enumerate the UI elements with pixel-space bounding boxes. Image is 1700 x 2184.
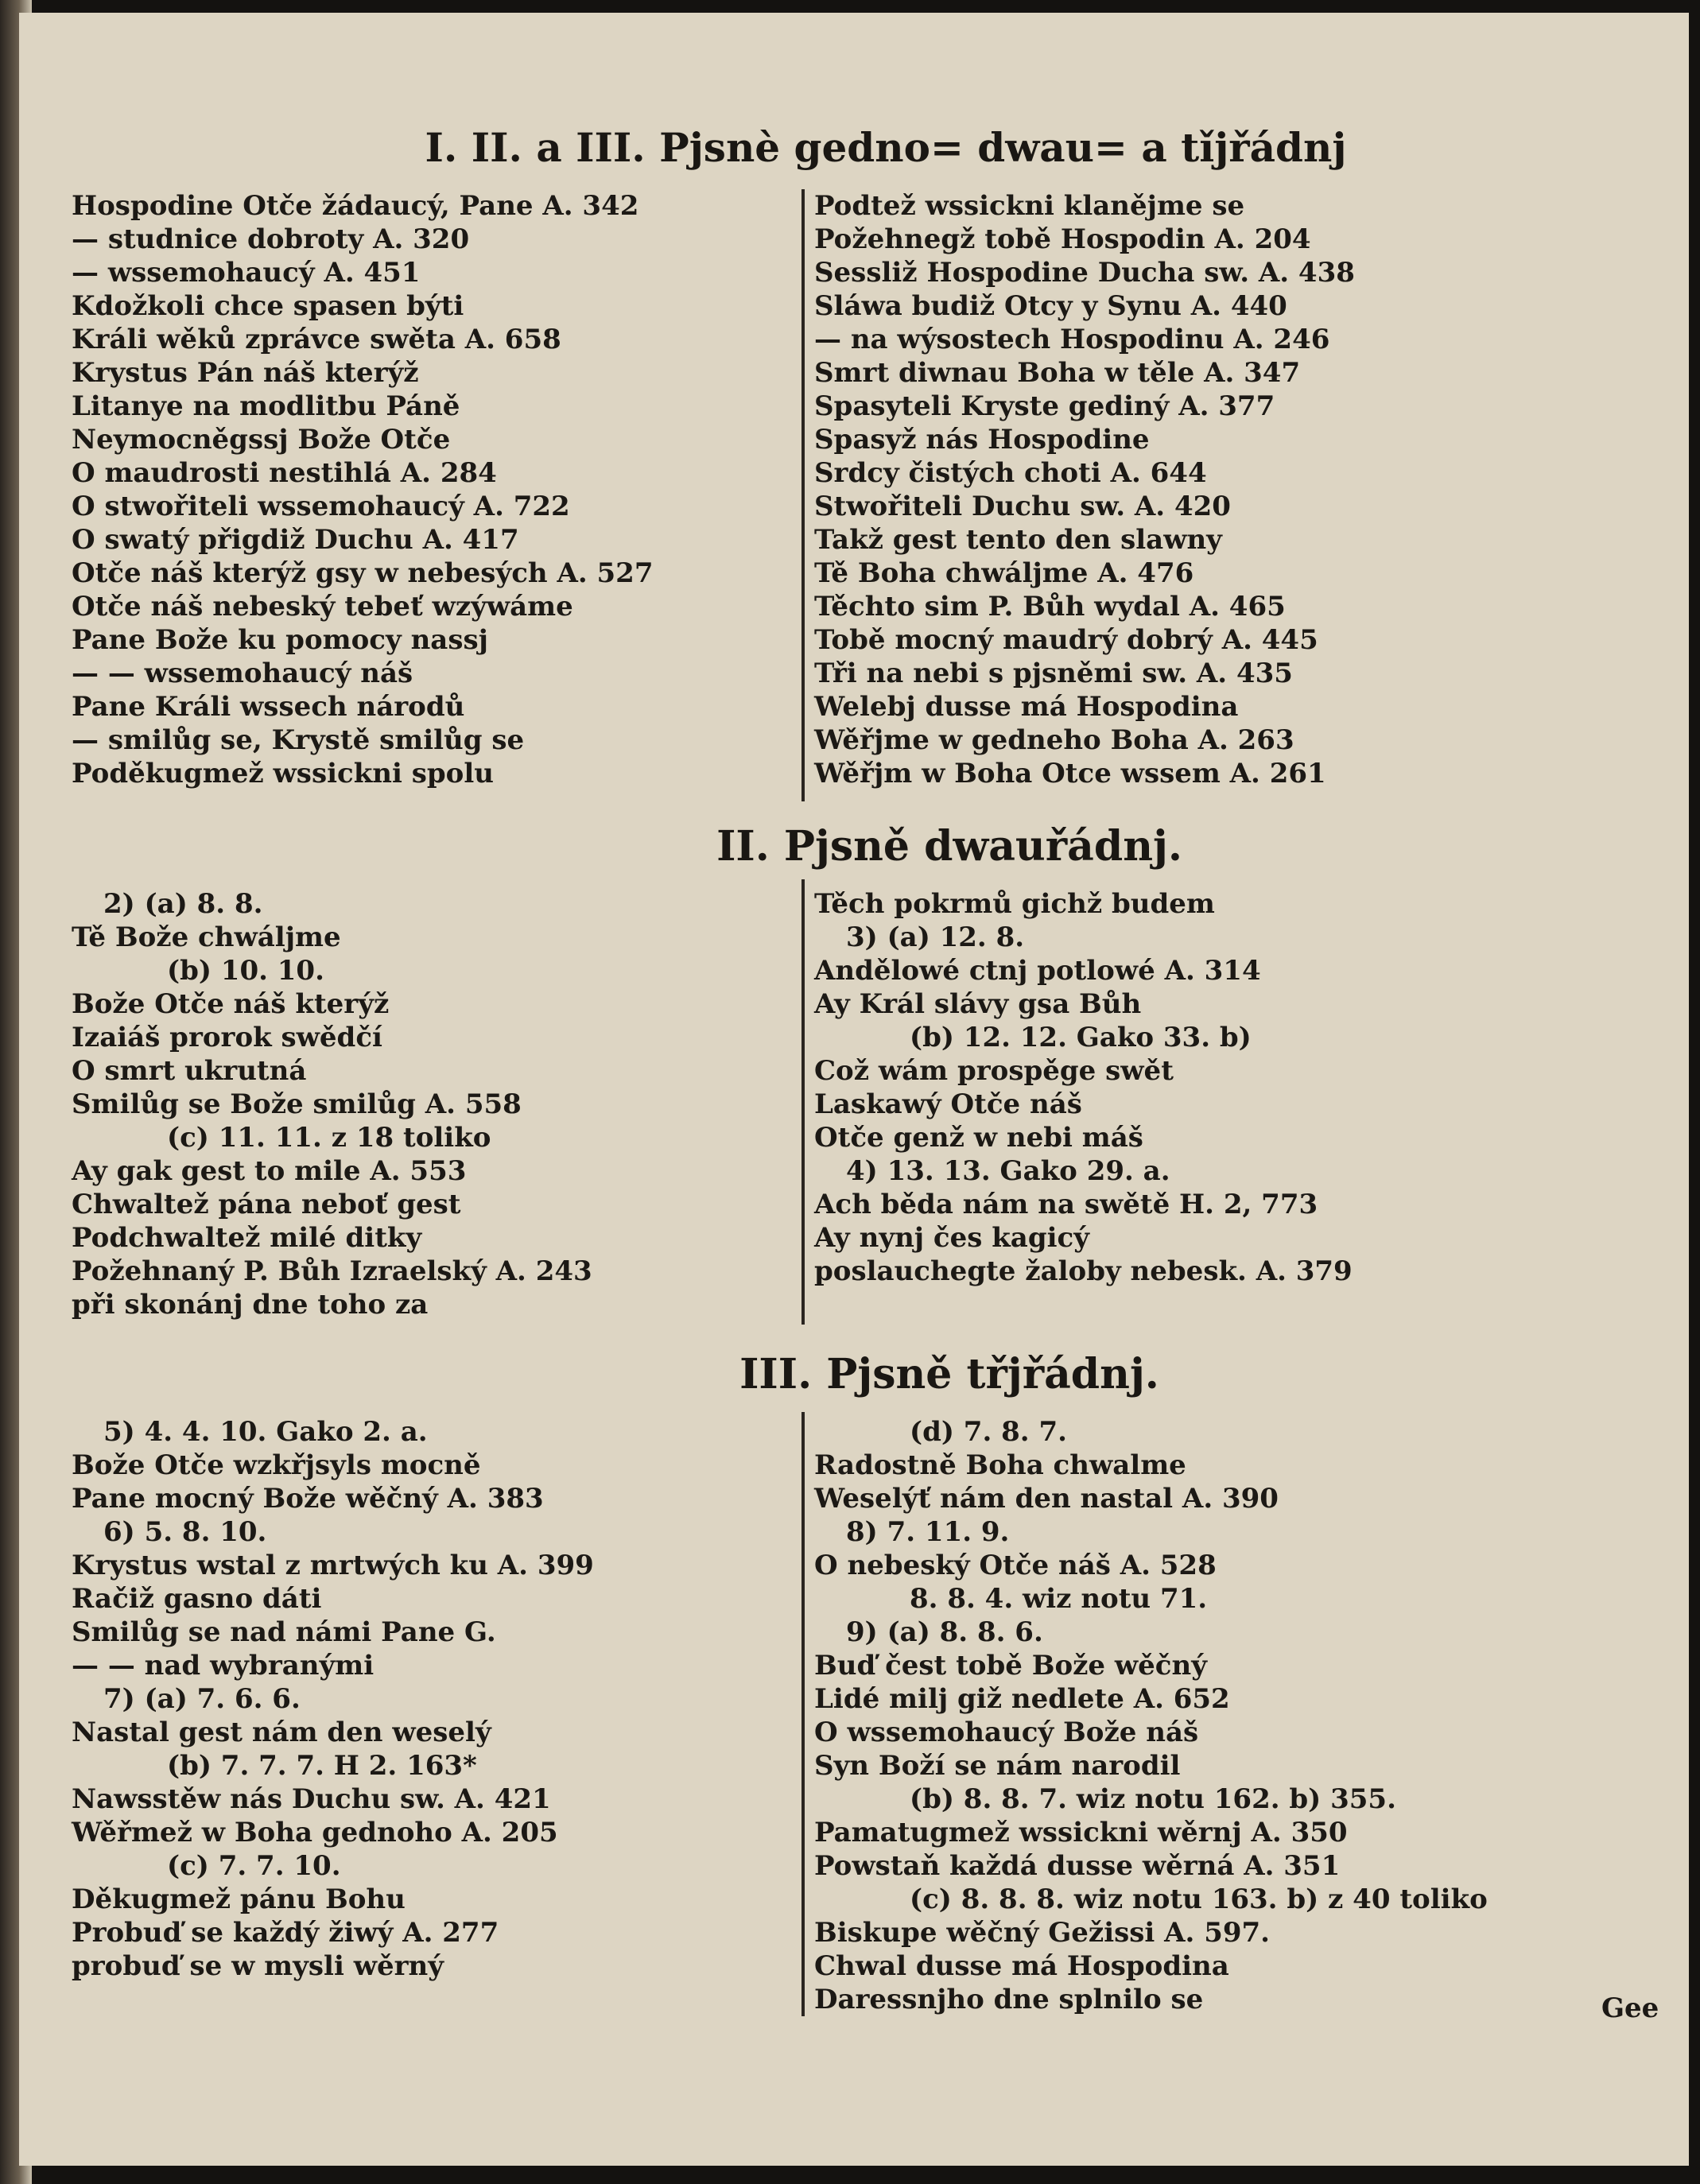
index-entry: Pane Králi wssech národů bbox=[72, 691, 465, 723]
index-entry: Laskawý Otče náš bbox=[814, 1088, 1082, 1120]
section1-right-column bbox=[814, 189, 1355, 790]
index-entry: 8. 8. 4. wiz notu 71. bbox=[910, 1583, 1208, 1615]
index-entry: O maudrosti nestihlá A. 284 bbox=[72, 457, 497, 489]
index-entry: poslauchegte žaloby nebesk. A. 379 bbox=[814, 1255, 1353, 1287]
index-entry: Probuď se každý žiwý A. 277 bbox=[72, 1917, 499, 1949]
index-entry: Weselýť nám den nastal A. 390 bbox=[814, 1483, 1279, 1515]
index-entry: Ay Král slávy gsa Bůh bbox=[814, 988, 1142, 1020]
index-entry: Pane Bože ku pomocy nassj bbox=[72, 624, 488, 656]
index-entry: Sessliž Hospodine Ducha sw. A. 438 bbox=[814, 257, 1355, 289]
index-entry: (b) 12. 12. Gako 33. b) bbox=[910, 1022, 1252, 1053]
section3-right-column bbox=[814, 1415, 1488, 2016]
index-entry: Děkugmež pánu Bohu bbox=[72, 1883, 406, 1915]
catchword: Gee bbox=[1601, 1992, 1659, 2024]
index-entry: O wssemohaucý Bože náš bbox=[814, 1717, 1199, 1748]
index-entry: Ay nynj čes kagicý bbox=[814, 1222, 1089, 1254]
index-entry: 6) 5. 8. 10. bbox=[103, 1516, 267, 1548]
index-entry: Buď čest tobě Bože wěčný bbox=[814, 1650, 1207, 1682]
column-rule bbox=[801, 1412, 805, 2016]
index-entry: O nebeský Otče náš A. 528 bbox=[814, 1550, 1217, 1581]
index-entry: Powstaň každá dusse wěrná A. 351 bbox=[814, 1850, 1341, 1882]
index-entry: Wěřjme w gedneho Boha A. 263 bbox=[814, 724, 1294, 756]
index-entry: Krystus wstal z mrtwých ku A. 399 bbox=[72, 1550, 594, 1581]
index-entry: Hospodine Otče žádaucý, Pane A. 342 bbox=[72, 190, 639, 222]
index-entry: Kdožkoli chce spasen býti bbox=[72, 290, 464, 322]
index-entry: Požehnegž tobě Hospodin A. 204 bbox=[814, 223, 1311, 255]
index-entry: (b) 8. 8. 7. wiz notu 162. b) 355. bbox=[910, 1783, 1396, 1815]
index-entry: Wěřjm w Boha Otce wssem A. 261 bbox=[814, 758, 1326, 789]
index-entry: Smilůg se Bože smilůg A. 558 bbox=[72, 1088, 522, 1120]
section3-heading: III. Pjsně třjřádnj. bbox=[739, 1350, 1159, 1398]
index-entry: Ach běda nám na swětě H. 2, 773 bbox=[814, 1189, 1318, 1220]
index-entry: — — wssemohaucý náš bbox=[72, 658, 413, 689]
index-entry: (b) 7. 7. 7. H 2. 163* bbox=[167, 1750, 477, 1782]
index-entry: Andělowé ctnj potlowé A. 314 bbox=[814, 955, 1261, 987]
index-entry: Chwal dusse má Hospodina bbox=[814, 1950, 1229, 1982]
index-entry: 3) (a) 12. 8. bbox=[846, 921, 1025, 953]
index-entry: Což wám prospěge swět bbox=[814, 1055, 1174, 1087]
index-entry: Tě Boha chwáljme A. 476 bbox=[814, 557, 1194, 589]
index-entry: Tobě mocný maudrý dobrý A. 445 bbox=[814, 624, 1318, 656]
index-entry: Litanye na modlitbu Páně bbox=[72, 390, 460, 422]
index-entry: — wssemohaucý A. 451 bbox=[72, 257, 421, 289]
index-entry: Daressnjho dne splnilo se bbox=[814, 1984, 1204, 2015]
index-entry: Pamatugmež wssickni wěrnj A. 350 bbox=[814, 1817, 1348, 1848]
index-entry: O swatý přigdiž Duchu A. 417 bbox=[72, 524, 519, 556]
index-entry: Sláwa budiž Otcy y Synu A. 440 bbox=[814, 290, 1287, 322]
section2-right-column bbox=[814, 887, 1353, 1288]
index-entry: Podtež wssickni klanějme se bbox=[814, 190, 1245, 222]
index-entry: Otče genž w nebi máš bbox=[814, 1122, 1143, 1154]
index-entry: 8) 7. 11. 9. bbox=[846, 1516, 1010, 1548]
index-entry: Nastal gest nám den weselý bbox=[72, 1717, 491, 1748]
index-entry: Smilůg se nad námi Pane G. bbox=[72, 1616, 496, 1648]
index-entry: Podchwaltež milé ditky bbox=[72, 1222, 422, 1254]
index-entry: Syn Boží se nám narodil bbox=[814, 1750, 1181, 1782]
column-rule bbox=[801, 879, 805, 1325]
section1-left-column bbox=[72, 189, 653, 790]
index-entry: Srdcy čistých choti A. 644 bbox=[814, 457, 1207, 489]
index-entry: — — nad wybranými bbox=[72, 1650, 375, 1682]
index-entry: Pane mocný Bože wěčný A. 383 bbox=[72, 1483, 544, 1515]
index-entry: O smrt ukrutná bbox=[72, 1055, 307, 1087]
index-entry: O stwořiteli wssemohaucý A. 722 bbox=[72, 491, 570, 522]
index-entry: Těchto sim P. Bůh wydal A. 465 bbox=[814, 591, 1286, 623]
index-entry: Otče náš nebeský tebeť wzýwáme bbox=[72, 591, 573, 623]
index-entry: 7) (a) 7. 6. 6. bbox=[103, 1683, 301, 1715]
index-entry: 5) 4. 4. 10. Gako 2. a. bbox=[103, 1416, 428, 1448]
main-heading: I. II. a III. Pjsnè gedno= dwau= a tǐjřádnj bbox=[425, 124, 1347, 171]
index-entry: probuď se w mysli wěrný bbox=[72, 1950, 444, 1982]
index-entry: Stwořiteli Duchu sw. A. 420 bbox=[814, 491, 1231, 522]
index-entry: — studnice dobroty A. 320 bbox=[72, 223, 470, 255]
index-entry: (c) 11. 11. z 18 toliko bbox=[167, 1122, 491, 1154]
index-entry: Otče náš kterýž gsy w nebesých A. 527 bbox=[72, 557, 654, 589]
index-entry: 9) (a) 8. 8. 6. bbox=[846, 1616, 1043, 1648]
index-entry: — smilůg se, Krystě smilůg se bbox=[72, 724, 525, 756]
index-entry: Ay gak gest to mile A. 553 bbox=[72, 1155, 467, 1187]
index-entry: Spasyž nás Hospodine bbox=[814, 424, 1150, 456]
index-entry: Těch pokrmů gichž budem bbox=[814, 888, 1215, 920]
index-entry: Nawsstěw nás Duchu sw. A. 421 bbox=[72, 1783, 551, 1815]
index-entry: (c) 8. 8. 8. wiz notu 163. b) z 40 toliko bbox=[910, 1883, 1488, 1915]
index-entry: — na wýsostech Hospodinu A. 246 bbox=[814, 324, 1330, 355]
index-entry: Poděkugmež wssickni spolu bbox=[72, 758, 494, 789]
index-entry: Welebj dusse má Hospodina bbox=[814, 691, 1239, 723]
index-entry: Račiž gasno dáti bbox=[72, 1583, 322, 1615]
index-entry: 2) (a) 8. 8. bbox=[103, 888, 263, 920]
index-entry: Bože Otče wzkřjsyls mocně bbox=[72, 1449, 481, 1481]
index-entry: (c) 7. 7. 10. bbox=[167, 1850, 341, 1882]
column-rule bbox=[801, 189, 805, 801]
index-entry: Biskupe wěčný Gežissi A. 597. bbox=[814, 1917, 1271, 1949]
index-entry: Izaiáš prorok swědčí bbox=[72, 1022, 382, 1053]
index-entry: Smrt diwnau Boha w těle A. 347 bbox=[814, 357, 1301, 389]
index-entry: Wěřmež w Boha gednoho A. 205 bbox=[72, 1817, 558, 1848]
index-entry: Spasyteli Kryste gediný A. 377 bbox=[814, 390, 1275, 422]
index-entry: Požehnaný P. Bůh Izraelský A. 243 bbox=[72, 1255, 592, 1287]
index-entry: Neymocněgssj Bože Otče bbox=[72, 424, 451, 456]
index-entry: (b) 10. 10. bbox=[167, 955, 324, 987]
index-entry: Tě Bože chwáljme bbox=[72, 921, 341, 953]
index-entry: Lidé milj giž nedlete A. 652 bbox=[814, 1683, 1230, 1715]
index-entry: Radostně Boha chwalme bbox=[814, 1449, 1186, 1481]
index-entry: Takž gest tento den slawny bbox=[814, 524, 1222, 556]
section3-left-column bbox=[72, 1415, 594, 1983]
index-entry: Chwaltež pána neboť gest bbox=[72, 1189, 461, 1220]
section2-left-column bbox=[72, 887, 592, 1321]
index-entry: Králi wěků zprávce swěta A. 658 bbox=[72, 324, 561, 355]
index-entry: (d) 7. 8. 7. bbox=[910, 1416, 1067, 1448]
section2-heading: II. Pjsně dwauřádnj. bbox=[716, 822, 1182, 871]
index-entry: Krystus Pán náš kterýž bbox=[72, 357, 419, 389]
index-entry: Bože Otče náš kterýž bbox=[72, 988, 390, 1020]
book-page bbox=[19, 13, 1689, 2166]
index-entry: Tři na nebi s pjsněmi sw. A. 435 bbox=[814, 658, 1293, 689]
index-entry: při skonánj dne toho za bbox=[72, 1289, 429, 1321]
index-entry: 4) 13. 13. Gako 29. a. bbox=[846, 1155, 1170, 1187]
